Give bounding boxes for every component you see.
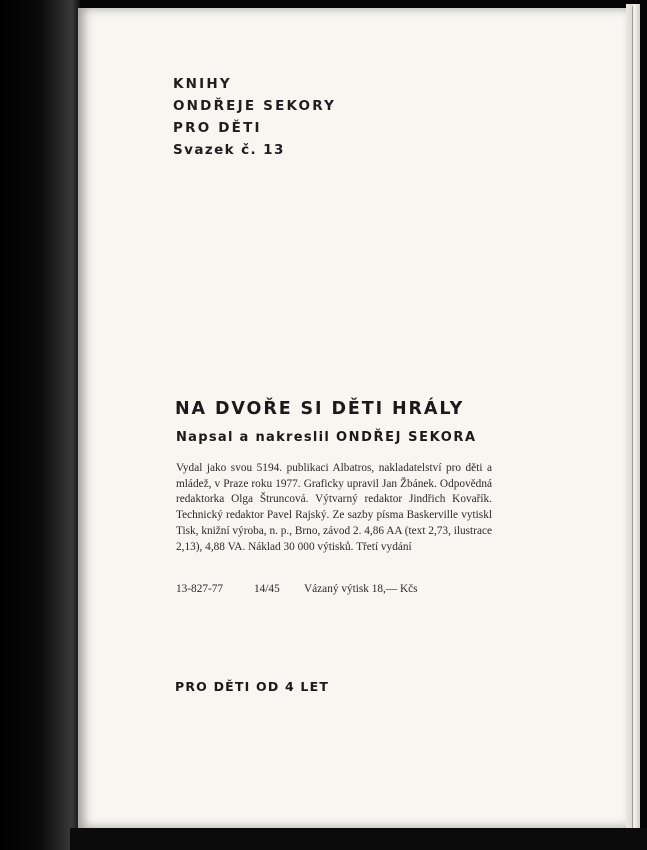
page-edge (626, 4, 640, 832)
price-text: Vázaný výtisk 18,— Kčs (304, 583, 418, 595)
catalog-number: 13-827-77 (176, 583, 224, 595)
series-block (173, 73, 336, 161)
series-line-1: KNIHY (173, 76, 232, 92)
codes-line (176, 583, 418, 595)
series-volume: Svazek č. 13 (173, 142, 285, 158)
book-title: NA DVOŘE SI DĚTI HRÁLY (175, 399, 465, 419)
bottom-shadow (70, 828, 647, 850)
spine-shadow (0, 0, 80, 850)
page-edge-line (632, 6, 633, 828)
series-line-2: ONDŘEJE SEKORY (173, 98, 337, 114)
byline (176, 430, 477, 445)
byline-author: ONDŘEJ SEKORA (335, 430, 477, 445)
series-line-3: PRO DĚTI (173, 120, 262, 136)
imprint-paragraph: Vydal jako svou 5194. publikaci Albatros, nakladatelství pro děti a mládež, v Praze roku 1977. Graficky upravil Jan Žbánek. Odpovědná redaktorka Olga Štruncová. Výtvarný redaktor Jindřich Kovařík. Technický redaktor Pavel Rajský. Ze sazby písma Baskerville vytiskl Tisk, knižní výroba, n. p., Brno, závod 2. 4,86 AA (text 2,73, ilustrace 2,13), 4,88 VA. Náklad 30 000 výtisků. Třetí vydání (176, 462, 492, 553)
byline-prefix: Napsal a nakreslil (176, 430, 331, 445)
age-recommendation: PRO DĚTI OD 4 LET (175, 679, 330, 694)
group-number: 14/45 (254, 583, 280, 595)
